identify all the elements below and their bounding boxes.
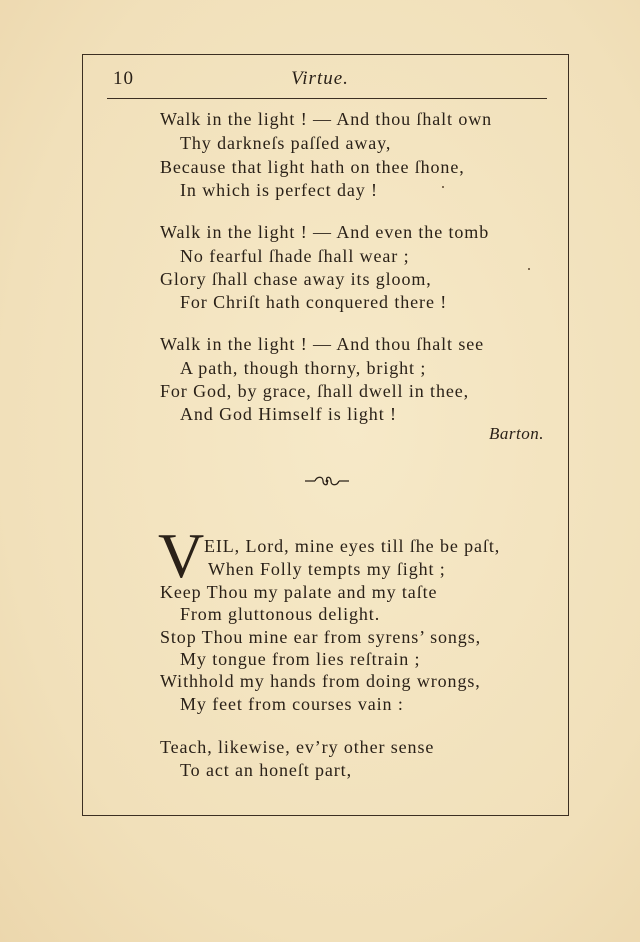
poem1-line: For Chriſt hath conquered there ! — [180, 292, 448, 312]
poem2-line: From gluttonous delight. — [180, 604, 381, 624]
page-number: 10 — [113, 68, 134, 89]
drop-cap: V — [158, 520, 205, 591]
poem1-line: No fearful ſhade ſhall wear ; — [180, 246, 410, 266]
poem2-line: When Folly tempts my ſight ; — [208, 559, 446, 579]
poem1-attribution: Barton. — [489, 424, 544, 443]
poem1-line: Walk in the light ! — And even the tomb — [160, 222, 490, 242]
poem2-line: To act an honeſt part, — [180, 760, 352, 780]
poem1-line: For God, by grace, ſhall dwell in thee, — [160, 381, 470, 401]
poem2-first-line: EIL, Lord, mine eyes till ſhe be paſt, — [204, 536, 501, 556]
running-title: Virtue. — [291, 68, 349, 89]
poem1-line: Because that light hath on thee ſhone, — [160, 157, 465, 177]
header-rule — [107, 98, 547, 99]
paper-speck — [528, 268, 530, 270]
poem2-line: Teach, likewise, ev’ry other sense — [160, 737, 435, 757]
poem1-line: Glory ſhall chase away its gloom, — [160, 269, 432, 289]
poem2-line: My tongue from lies reſtrain ; — [180, 649, 421, 669]
ornament-divider-icon — [303, 473, 351, 489]
poem1-line: Walk in the light ! — And thou ſhalt see — [160, 334, 485, 354]
poem1-line: And God Himself is light ! — [180, 404, 397, 424]
poem1-line: In which is perfect day ! — [180, 180, 378, 200]
poem2-line: Keep Thou my palate and my taſte — [160, 582, 438, 602]
poem2-line: My feet from courses vain : — [180, 694, 404, 714]
poem2-line: Stop Thou mine ear from syrens’ songs, — [160, 627, 481, 647]
poem1-line: A path, though thorny, bright ; — [180, 358, 427, 378]
poem2-line: Withhold my hands from doing wrongs, — [160, 671, 481, 691]
poem1-line: Thy darkneſs paſſed away, — [180, 133, 392, 153]
poem1-line: Walk in the light ! — And thou ſhalt own — [160, 109, 493, 129]
paper-speck — [442, 186, 444, 188]
